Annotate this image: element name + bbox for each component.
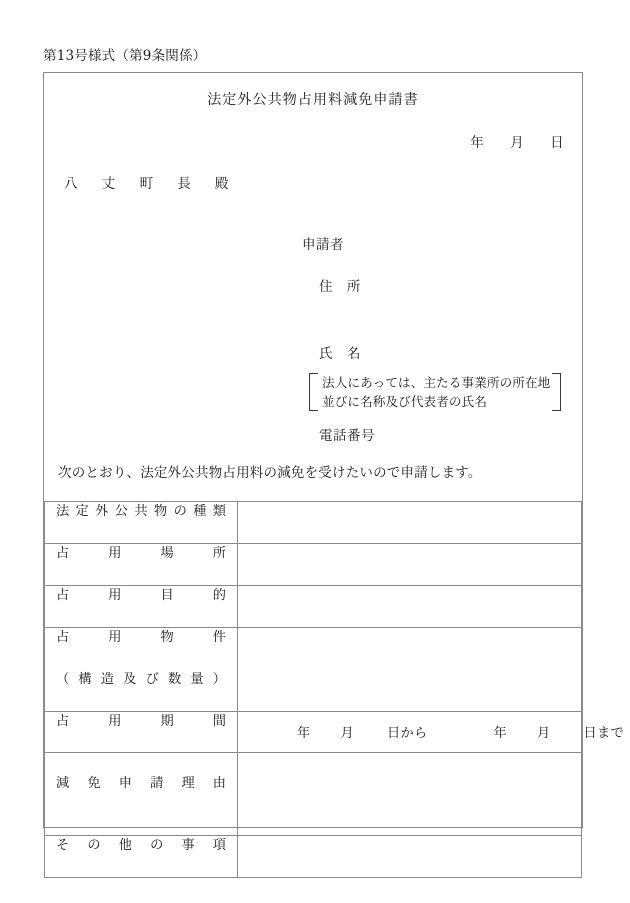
row-label-kind: 法定外公共物の種類 [56, 504, 226, 519]
row-label-location: 占用場所 [56, 545, 226, 561]
row-value-period[interactable] [238, 711, 624, 753]
row-value-reason[interactable] [238, 753, 582, 836]
table-row [45, 711, 582, 753]
table-row [45, 836, 582, 878]
applicant-name-label: 氏 名 [319, 346, 361, 362]
row-label-cell [45, 627, 238, 711]
period-start-year: 年 [297, 726, 311, 742]
row-label-period: 占用期間 [56, 713, 226, 729]
table-row [45, 585, 582, 627]
applicant-tel-label: 電話番号 [319, 428, 375, 444]
form-frame [43, 72, 624, 854]
corporate-note-line-2: 並びに名称及び代表者の氏名 [322, 394, 488, 409]
period-end-day: 日まで [583, 726, 624, 742]
row-value-location[interactable] [238, 543, 582, 585]
addressee-office: 八 丈 町 長 [64, 176, 201, 192]
table-row [45, 543, 582, 585]
row-label-cell [45, 711, 238, 753]
period-fields [252, 726, 624, 741]
row-label-object-line-1: 占用物件 [56, 629, 226, 645]
row-label-cell [45, 585, 238, 627]
row-value-object[interactable] [238, 627, 582, 711]
table-row [45, 753, 582, 836]
row-label-cell [45, 836, 238, 878]
date-year-label: 年 [470, 135, 485, 151]
application-table [44, 501, 624, 878]
row-value-purpose[interactable] [238, 585, 582, 627]
applicant-address-label: 住 所 [319, 279, 361, 295]
addressee [64, 172, 228, 192]
date-line [470, 131, 564, 151]
row-label-cell [45, 543, 238, 585]
form-number-label: 第13号様式（第9条関係） [43, 48, 207, 64]
addressee-honorific: 殿 [214, 176, 229, 192]
period-end-month: 月 [536, 726, 551, 742]
bracket-left-icon [309, 372, 318, 412]
applicant-block [302, 233, 554, 444]
row-value-kind[interactable] [238, 502, 582, 544]
form-upper-section [44, 73, 582, 501]
date-day-label: 日 [550, 135, 564, 151]
application-statement: 次のとおり、法定外公共物占用料の減免を受けたいので申請します。 [58, 465, 482, 481]
row-label-cell [45, 753, 238, 836]
bracket-right-icon [552, 372, 561, 412]
row-label-purpose: 占用目的 [56, 587, 226, 603]
row-label-object-line-2: （構造及び数量） [56, 671, 226, 687]
row-label-other: その他の事項 [56, 838, 226, 854]
page-title: 法定外公共物占用料減免申請書 [207, 92, 419, 108]
table-row [45, 627, 582, 711]
period-end-year: 年 [493, 726, 507, 742]
period-start-day: 日から [387, 726, 428, 742]
table-row [45, 502, 582, 544]
row-label-cell [45, 502, 238, 544]
date-month-label: 月 [510, 135, 525, 151]
row-value-other[interactable] [238, 836, 582, 878]
row-label-reason: 減免申請理由 [56, 775, 226, 791]
period-start-month: 月 [340, 726, 354, 742]
applicant-heading: 申請者 [302, 237, 344, 253]
corporate-note-text [318, 372, 552, 412]
corporate-note [309, 372, 554, 412]
corporate-note-line-1: 法人にあっては、主たる事業所の所在地 [322, 375, 551, 390]
